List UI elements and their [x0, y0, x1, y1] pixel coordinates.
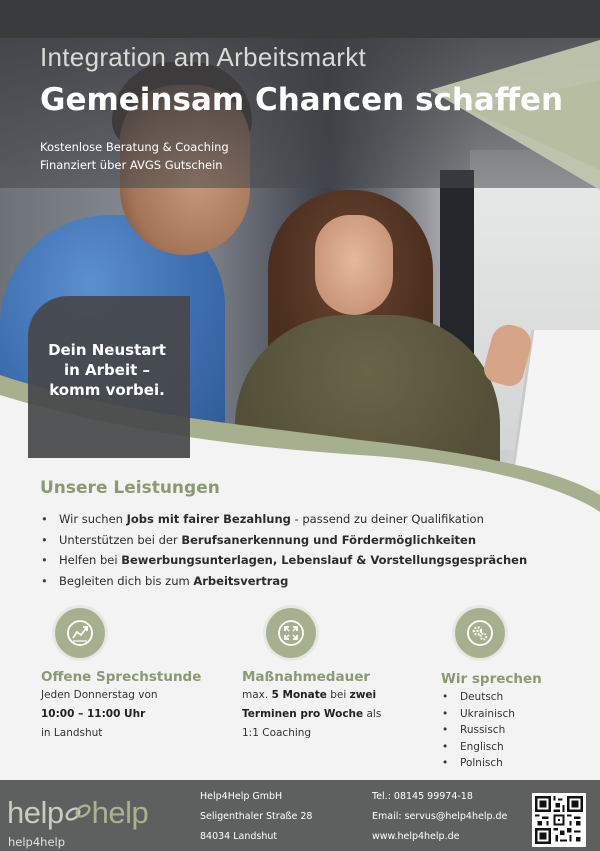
list-item: • Begleiten dich bis zum Arbeitsvertrag [40, 572, 527, 593]
header-subtitle: Integration am Arbeitsmarkt [40, 42, 367, 72]
logo-wordmark: help4help [8, 835, 66, 849]
office-hours-title: Offene Sprechstunde [41, 669, 202, 685]
website-link[interactable]: www.help4help.de [372, 831, 460, 842]
slogan-line: in Arbeit – [64, 361, 150, 379]
gears-icon [455, 608, 505, 658]
list-item: • Englisch [441, 740, 515, 757]
list-item: • Unterstützen bei der Berufsanerkennung und Fördermöglichkeiten [40, 531, 527, 552]
street: Seligenthaler Straße 28 [200, 811, 313, 822]
duration-line: max. 5 Monate bei zwei [242, 689, 377, 701]
duration-line: 1:1 Coaching [242, 727, 312, 739]
office-hours-place: in Landshut [41, 727, 103, 739]
services-title: Unsere Leistungen [40, 478, 220, 498]
footer-address [200, 787, 312, 847]
list-item: • Wir suchen Jobs mit fairer Bezahlung - passend zu deiner Qualifikation [40, 510, 527, 531]
header-claim-coaching: Kostenlose Beratung & Coaching [40, 140, 229, 154]
expand-arrows-icon [266, 608, 316, 658]
qr-code[interactable] [532, 793, 586, 847]
slogan-line: Dein Neustart [48, 341, 166, 359]
footer-contact [372, 787, 507, 847]
slogan-line: komm vorbei. [49, 381, 165, 399]
list-item: • Ukrainisch [441, 707, 515, 724]
office-hours-text [41, 686, 158, 743]
list-item: • Polnisch [441, 756, 515, 773]
email-link[interactable]: Email: servus@help4help.de [372, 811, 508, 822]
slogan-text [28, 340, 186, 400]
logo: help help [7, 795, 149, 830]
company-name: Help4Help GmbH [200, 791, 283, 802]
duration-line: Terminen pro Woche als [242, 708, 382, 720]
duration-title: Maßnahmedauer [242, 669, 371, 685]
phone: Tel.: 08145 99974-18 [372, 791, 473, 802]
list-item: • Russisch [441, 723, 515, 740]
chart-growth-icon [55, 608, 105, 658]
city: 84034 Landshut [200, 831, 278, 842]
languages-list [441, 690, 515, 773]
office-hours-time: 10:00 – 11:00 Uhr [41, 708, 146, 720]
list-item: • Helfen bei Bewerbungsunterlagen, Lebenslauf & Vorstellungsgesprächen [40, 551, 527, 572]
duration-text [242, 686, 381, 743]
header-claim-avgs: Finanziert über AVGS Gutschein [40, 158, 223, 172]
services-list [40, 510, 527, 592]
link-chain-icon [64, 801, 92, 825]
header-title: Gemeinsam Chancen schaffen [40, 82, 564, 118]
languages-title: Wir sprechen [441, 671, 542, 687]
header-claims [40, 138, 229, 174]
list-item: • Deutsch [441, 690, 515, 707]
office-hours-day: Jeden Donnerstag von [41, 689, 158, 701]
